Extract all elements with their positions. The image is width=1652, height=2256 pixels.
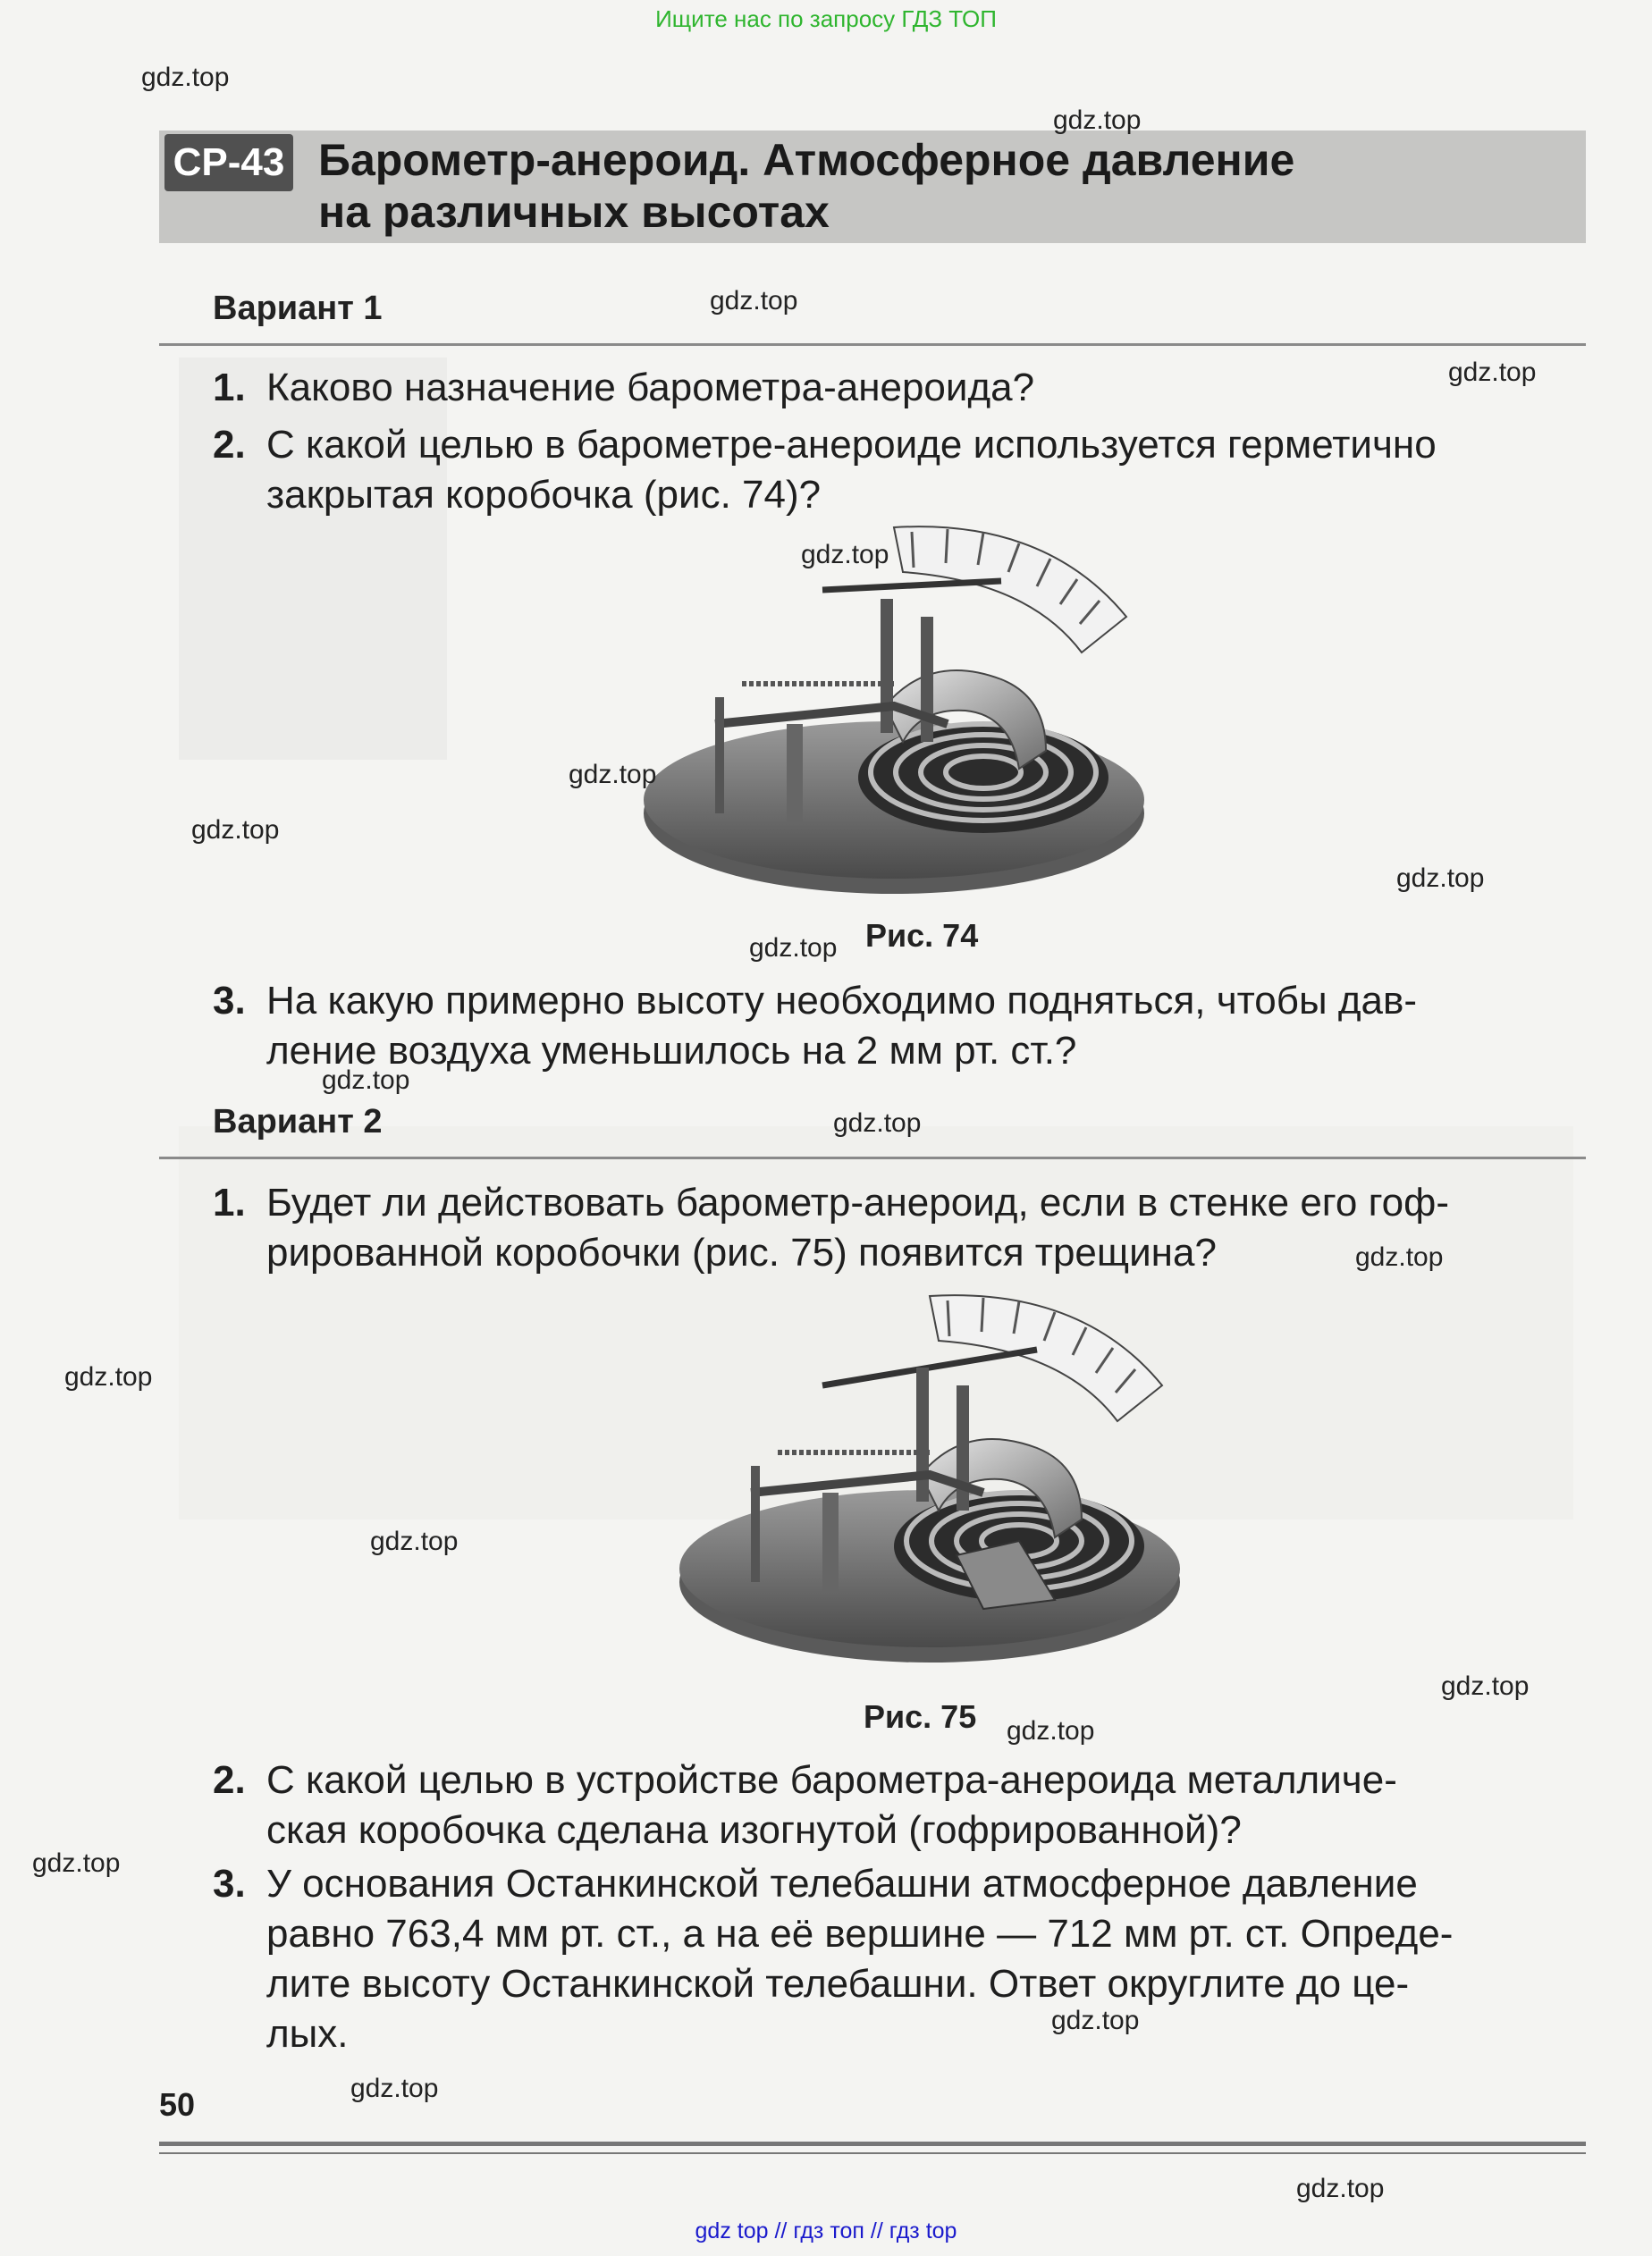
pillar <box>751 1466 760 1582</box>
pillar <box>822 1493 839 1591</box>
pillar <box>715 697 724 813</box>
pillar <box>787 724 803 822</box>
question-line: лых. <box>266 2012 349 2056</box>
question-text <box>266 1755 1589 1856</box>
watermark: gdz.top <box>710 286 798 316</box>
watermark: gdz.top <box>370 1527 459 1556</box>
post <box>881 599 893 733</box>
watermark: gdz.top <box>1448 358 1537 387</box>
watermark: gdz.top <box>801 540 889 569</box>
aneroid-barometer-figure-75 <box>662 1287 1216 1680</box>
question-line: На какую примерно высоту необходимо подняться, чтобы дав- <box>266 979 1417 1023</box>
aneroid-barometer-figure-74 <box>626 518 1180 912</box>
footer-rule <box>159 2152 1586 2154</box>
question-line: ская коробочка сделана изогнутой (гофрированной)? <box>266 1808 1242 1852</box>
question-line: закрытая коробочка (рис. 74)? <box>266 473 822 517</box>
question-line: равно 763,4 мм рт. ст., а на её вершине — 712 мм рт. ст. Опреде- <box>266 1912 1454 1956</box>
question-line: С какой целью в барометре-анероиде используется герметично <box>266 423 1437 467</box>
watermark: gdz.top <box>1051 2006 1140 2035</box>
page-title-line: Барометр-анероид. Атмосферное давление <box>318 135 1295 185</box>
pointer <box>822 1350 1037 1385</box>
watermark: gdz.top <box>191 815 280 845</box>
question-number: 1. <box>213 366 246 409</box>
search-hint-link[interactable]: Ищите нас по запросу ГДЗ ТОП <box>655 5 997 32</box>
watermark: gdz.top <box>1296 2174 1385 2203</box>
post <box>916 1368 929 1502</box>
watermark: gdz.top <box>32 1848 121 1878</box>
watermark: gdz.top <box>1053 105 1142 135</box>
footer-rule <box>159 2142 1586 2146</box>
watermark: gdz.top <box>833 1108 922 1138</box>
watermark: gdz.top <box>141 63 230 92</box>
question-text <box>266 1859 1589 2059</box>
question-line: У основания Останкинской телебашни атмосферное давление <box>266 1862 1418 1906</box>
work-badge: СР-43 <box>164 134 293 191</box>
watermark: gdz.top <box>322 1065 410 1095</box>
watermark: gdz.top <box>64 1362 153 1392</box>
watermark: gdz.top <box>569 760 657 789</box>
question-line: рированной коробочки (рис. 75) появится трещина? <box>266 1231 1217 1275</box>
pointer <box>822 581 1001 590</box>
footer-links[interactable]: gdz top // гдз топ // гдз top <box>695 2218 957 2243</box>
page-title <box>318 134 1552 238</box>
show-through-background <box>179 358 447 760</box>
question-line: ление воздуха уменьшилось на 2 мм рт. ст.? <box>266 1029 1077 1073</box>
question-text: Каково назначение барометра-анероида? <box>266 366 1035 409</box>
divider <box>159 1157 1586 1159</box>
watermark: gdz.top <box>350 2074 439 2103</box>
question-number: 2. <box>213 423 246 467</box>
watermark: gdz.top <box>749 933 838 963</box>
question-number: 3. <box>213 1862 246 1906</box>
page-title-line: на различных высотах <box>318 187 830 237</box>
question-line: Будет ли действовать барометр-анероид, если в стенке его гоф- <box>266 1181 1449 1225</box>
question-text <box>266 420 1589 520</box>
question-number: 1. <box>213 1181 246 1225</box>
variant-1-title: Вариант 1 <box>213 290 383 327</box>
question-text <box>266 976 1589 1076</box>
page-number: 50 <box>159 2086 196 2123</box>
figure-75-caption: Рис. 75 <box>864 1698 977 1735</box>
watermark: gdz.top <box>1007 1716 1095 1746</box>
watermark: gdz.top <box>1396 863 1485 893</box>
variant-2-title: Вариант 2 <box>213 1103 383 1141</box>
question-number: 2. <box>213 1758 246 1802</box>
question-line: лите высоту Останкинской телебашни. Ответ округлите до це- <box>266 1962 1410 2006</box>
question-number: 3. <box>213 979 246 1023</box>
watermark: gdz.top <box>1355 1242 1444 1272</box>
divider <box>159 343 1586 346</box>
question-line: С какой целью в устройстве барометра-анероида металличе- <box>266 1758 1397 1802</box>
watermark: gdz.top <box>1441 1671 1530 1701</box>
figure-74-caption: Рис. 74 <box>865 917 979 954</box>
